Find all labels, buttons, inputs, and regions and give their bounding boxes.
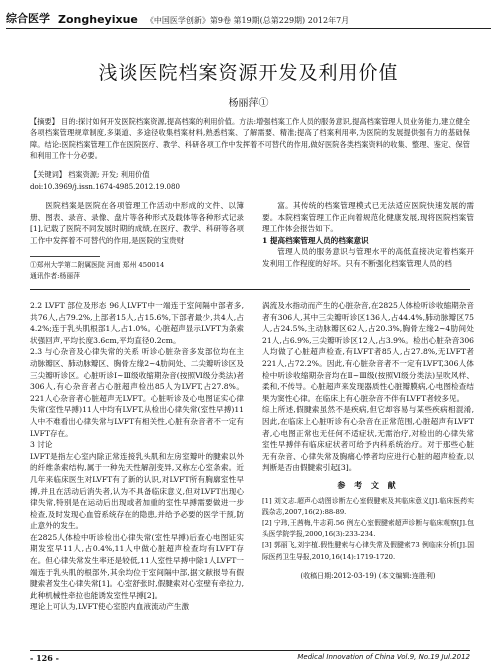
body-left-column: 2.2 LVFT 部位及形态 96人LVFT中一端连于室间隔中部者多,共76人,占79.2%,上部者15人,占15.6%,下部者最少,共4人,占4.2%;连于乳头肌根部1人,占1.0%。心脏超声显示LVFT为条索状强回声,平均长度3.6cm,平均直径0.2cm。 2.3 与心杂音及心律失常的关系 听诊心脏杂音多发部位均在主动脉瓣区、肺动脉瓣区、胸骨左缘2~4肋间处、二尖瓣听诊区及三尖瓣听诊区。心脏听诊Ⅰ~Ⅲ级收缩期杂音(按照Ⅵ级分类法)者306人,有心杂音者占心脏超声检出85人为LVFT,占27.8%。221人心杂音者心脏超声无LVFT。心脏听诊及心电图证实心律失常(室性早搏)11人中均有LVFT,从检出心律失常(室性早搏)11人中不难看出心律失常与LVFT有相关性,心脏有杂音者不一定有LVFT存在。 3 讨论 LVFT是指左心室内除正常连接乳头肌和左房室瓣叶的腱索以外的纤维条索结构,属于一种先天性解剖变异,又称左心室条索。近几年来临床医生对LVFT有了新的认识,对LVFT所有胸廓室性早搏,并且在活动后消失者,认为不具备临床意义,但对LVFT出现心律失常,特别是在运动后出现或者加重的室性早搏需要做进一步检查,及时发现心血管系统存在的隐患,并给予必要的医学干预,防止意外的发生。 在2825人体检中听诊检出心律失常(室性早搏)后查心电图证实期发室早11人,占0.4%,11人中做心脏超声检查均有LVFT存在。但心律失常发生率还是较低,11人室性早搏中除1人LVFT一端连于乳头肌的根部外,其余均位于室间隔中部,据文献报导有假腱索者发生心律失常[1]。心室舒张时,假腱索对心室壁有牵拉力,此种机械性牵拉也能诱发室性早搏[2]。 理论上可认为,LVFT使心室腔内血液流动产生激 [30,301,244,612]
page-footer [30,650,470,663]
reference-item: [3] 郭丽飞,刘宇植.假性腱索与心律失常及假腱索73 例临床分析[J].国际医药卫生导报,2010,16(14):1719-1720. [262,541,474,561]
references-title: 参 考 文 献 [337,479,399,490]
article-title: 浅谈医院档案资源开发及利用价值 [98,62,399,84]
body-right-column [262,300,474,582]
section-1-heading: 1 提高档案管理人员的档案意识 [262,235,369,245]
section-divider [30,289,470,290]
footnote-rule [30,256,100,257]
abstract: 【摘要】 目的:探讨如何开发医院档案资源,提高档案的利用价值。方法:增强档案工作人员的服务意识,提高档案管理人员业务能力,建立健全各项档案管理规章制度,多渠道、多途径收集档案材料,熟悉档案、了解需要、精准;提高了档案利用率,为医院的发展提供强有力的基础保障。结论:医院档案管理工作在医院医疗、教学、科研各项工作中发挥着不可替代的作用,做好医院各类档案资料的收集、整理、鉴定、保管和利用工作十分必要。 [30,117,470,161]
intro-right-text: 富。其传统的档案管理模式已无法适应医院快速发展的需要。本院档案管理工作正向着规范化健康发展,现将医院档案管理工作体会报告如下。 [262,201,474,234]
running-header [6,8,491,29]
section-1-text: 管理人员的服务意识与管理水平的高低直接决定着档案开发利用工作程度的好坏。只有不断强化档案管理人员的档 [262,247,474,268]
journal-name-en: Zongheyixue [58,13,138,26]
reference-item: [2] 宁玮,王茜梅,牛志莉.56 例左心室假腱索超声诊断与临床观察[J].包头医学院学报,2000,16(3):233-234. [262,518,474,539]
keywords: 【关键词】 档案资源; 开发; 利用价值 [30,170,150,179]
doi: doi:10.3969/j.issn.1674-4985.2012.19.080 [30,183,180,191]
references-list [262,496,474,563]
received-date: (收稿日期:2012-03-19) (本文编辑:连胜利) [300,571,436,580]
body-right-text: 涡流及水指动而产生的心脏杂音,在2825人体检听诊收缩期杂音者有306人,其中三尖瓣听诊区136人,占44.4%,肺动脉瓣区75人,占24.5%,主动脉瓣区62人,占20.3%,胸骨左缘2~4肋间处21人,占6.9%,三尖瓣听诊区12人,占3.9%。检出心脏杂音306人均做了心脏超声检查,有LVFT者85人,占27.8%,无LVFT者221人,占72.2%。因此,有心脏杂音者不一定有LVFT,306人体检中听诊收缩期杂音均在Ⅱ~Ⅲ级(按照Ⅵ级分类法)呈吹风样、柔和,不传导。心脏超声来发现器质性心脏瓣膜病,心电图检查结果为窦性心律。在临床上有心脏杂音不伴有LVFT者较多见。 综上所述,假腱索虽然不是疾病,但它却容易与某些疾病相混淆,因此,在临床上心脏听诊有心杂音在正常范围,心脏超声有LVFT者,心电图正常也无任何不适症状,无需治疗,对检出的心律失常室性早搏伴有临床症状者可给予内科系统治疗。对于那些心脏无有杂音、心律失常及胸痛心悸者均应进行心脏的超声检查,以判断是否由假腱索引起[3]。 [262,301,474,473]
intro-right-column [262,200,474,270]
footnote: ①郑州大学第二附属医院 河南 郑州 450014 通讯作者:杨丽萍 [30,261,165,280]
intro-left-column: 医院档案是医院在各项管理工作活动中形成的文件、以簿册、图表、录音、录像、盘片等各种形式及载体等各种形式记录[1],记载了医院不同发展时期的成绩,在医疗、教学、科研等各项工作中发挥着不可替代的作用,是医院的宝贵财 [30,201,244,245]
reference-item: [1] 刘文志.超声心动图诊断左心室假腱索及其临床意义[J].临床医药实践杂志,2007,16(2):88-89. [262,496,474,516]
issue-info: 《中国医学创新》第9卷 第19期(总第229期) 2012年7月 [145,16,350,25]
journal-name-cn: 综合医学 [6,12,50,25]
footer-journal: Medical Innovation of China Vol.9, No.19 Jul.2012 [297,653,470,661]
page-number: - 126 - [30,653,59,663]
article-author: 杨丽萍① [228,98,269,109]
